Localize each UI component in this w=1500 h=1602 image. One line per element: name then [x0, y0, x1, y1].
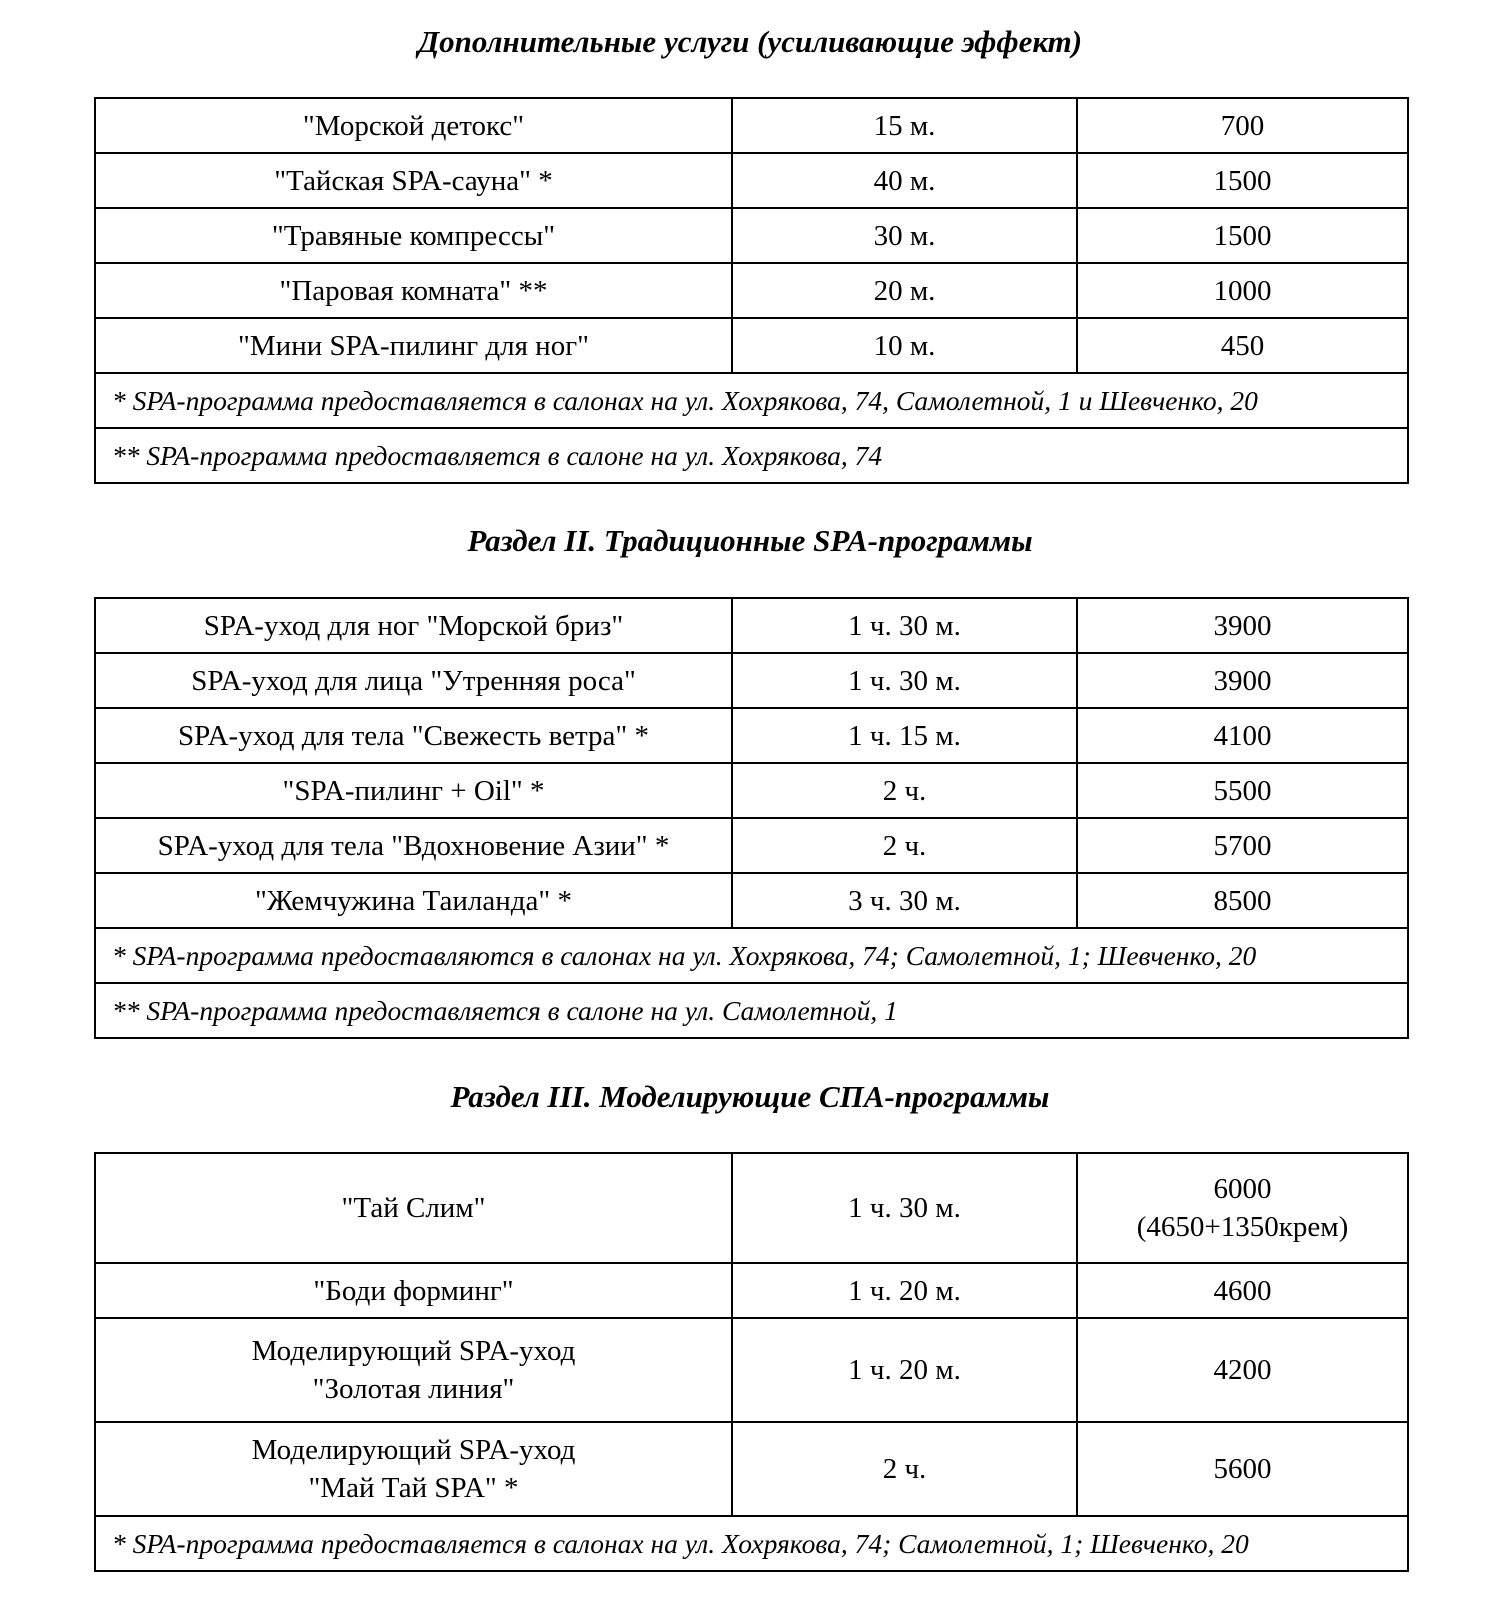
service-duration: 1 ч. 20 м. [732, 1263, 1077, 1318]
service-price-line: 4600 [1213, 1274, 1272, 1307]
service-name-line: "Боди форминг" [313, 1274, 514, 1307]
table-row [95, 1318, 1408, 1422]
service-name: "SPA-пилинг + Oil" * [95, 763, 732, 818]
table-row [95, 263, 1408, 318]
table-row [95, 153, 1408, 208]
service-price-line: (4650+1350крем) [1136, 1211, 1349, 1243]
service-name: SPA-уход для тела "Вдохновение Азии" * [95, 818, 732, 873]
footnote: * SPA-программа предоставляется в салонах на ул. Хохрякова, 74, Самолетной, 1 и Шевченко, 20 [95, 373, 1408, 428]
service-price: 5700 [1077, 818, 1408, 873]
service-price [1077, 1422, 1408, 1516]
service-name [95, 1263, 732, 1318]
service-duration: 30 м. [732, 208, 1077, 263]
section-title-traditional-spa: Раздел II. Традиционные SPA-программы [467, 523, 1033, 558]
service-name-line: Моделирующий SPA-уход [251, 1434, 576, 1466]
table-row [95, 873, 1408, 928]
table-row [95, 598, 1408, 653]
table-row [95, 763, 1408, 818]
service-name-line: "Золотая линия" [312, 1373, 515, 1405]
footnote-row [95, 373, 1408, 428]
table-row [95, 818, 1408, 873]
service-duration: 1 ч. 30 м. [732, 653, 1077, 708]
service-duration: 2 ч. [732, 1422, 1077, 1516]
service-duration: 10 м. [732, 318, 1077, 373]
price-table-modeling-spa [94, 1152, 1409, 1572]
price-table-additional-services [94, 97, 1409, 484]
service-name [95, 1422, 732, 1516]
table-row [95, 1422, 1408, 1516]
table-row [95, 208, 1408, 263]
service-price-line: 6000 [1213, 1173, 1272, 1205]
service-name: SPA-уход для ног "Морской бриз" [95, 598, 732, 653]
service-duration: 1 ч. 15 м. [732, 708, 1077, 763]
service-price [1077, 1153, 1408, 1263]
table-row [95, 653, 1408, 708]
section-title-additional-services: Дополнительные услуги (усиливающие эффект) [417, 24, 1083, 59]
service-duration: 2 ч. [732, 818, 1077, 873]
service-price: 8500 [1077, 873, 1408, 928]
footnote: * SPA-программа предоставляются в салонах на ул. Хохрякова, 74; Самолетной, 1; Шевченко, 20 [95, 928, 1408, 983]
service-price: 1500 [1077, 208, 1408, 263]
service-price: 3900 [1077, 598, 1408, 653]
footnote: * SPA-программа предоставляется в салонах на ул. Хохрякова, 74; Самолетной, 1; Шевченко, 20 [95, 1516, 1408, 1571]
service-price: 1000 [1077, 263, 1408, 318]
price-table-traditional-spa [94, 597, 1409, 1039]
service-price-line: 4200 [1213, 1354, 1272, 1386]
table-row [95, 318, 1408, 373]
service-duration: 2 ч. [732, 763, 1077, 818]
footnote-row [95, 983, 1408, 1038]
table-row [95, 1153, 1408, 1263]
footnote-row [95, 1516, 1408, 1571]
service-duration: 40 м. [732, 153, 1077, 208]
service-price: 4100 [1077, 708, 1408, 763]
service-price-line: 5600 [1213, 1453, 1272, 1485]
service-name-line: "Май Тай SPA" * [308, 1472, 519, 1504]
table-row [95, 98, 1408, 153]
footnote: ** SPA-программа предоставляется в салоне на ул. Хохрякова, 74 [95, 428, 1408, 483]
service-duration: 20 м. [732, 263, 1077, 318]
table-row [95, 708, 1408, 763]
footnote-row [95, 428, 1408, 483]
service-duration: 1 ч. 30 м. [732, 1153, 1077, 1263]
service-name: "Тайская SPA-сауна" * [95, 153, 732, 208]
service-price: 1500 [1077, 153, 1408, 208]
service-name: "Паровая комната" ** [95, 263, 732, 318]
service-duration: 15 м. [732, 98, 1077, 153]
service-name [95, 1318, 732, 1422]
service-price: 450 [1077, 318, 1408, 373]
service-name: SPA-уход для тела "Свежесть ветра" * [95, 708, 732, 763]
service-name: "Жемчужина Таиланда" * [95, 873, 732, 928]
service-duration: 3 ч. 30 м. [732, 873, 1077, 928]
section-title-modeling-spa: Раздел III. Моделирующие СПА-программы [450, 1079, 1050, 1114]
service-price [1077, 1263, 1408, 1318]
service-duration: 1 ч. 20 м. [732, 1318, 1077, 1422]
service-name: "Травяные компрессы" [95, 208, 732, 263]
footnote-row [95, 928, 1408, 983]
service-name: SPA-уход для лица "Утренняя роса" [95, 653, 732, 708]
service-name-line: "Тай Слим" [341, 1192, 486, 1224]
service-price: 5500 [1077, 763, 1408, 818]
service-name: "Мини SPA-пилинг для ног" [95, 318, 732, 373]
service-name: "Морской детокс" [95, 98, 732, 153]
service-name-line: Моделирующий SPA-уход [251, 1335, 576, 1367]
service-price: 3900 [1077, 653, 1408, 708]
service-price: 700 [1077, 98, 1408, 153]
footnote: ** SPA-программа предоставляется в салоне на ул. Самолетной, 1 [95, 983, 1408, 1038]
service-price [1077, 1318, 1408, 1422]
table-row [95, 1263, 1408, 1318]
service-duration: 1 ч. 30 м. [732, 598, 1077, 653]
service-name [95, 1153, 732, 1263]
